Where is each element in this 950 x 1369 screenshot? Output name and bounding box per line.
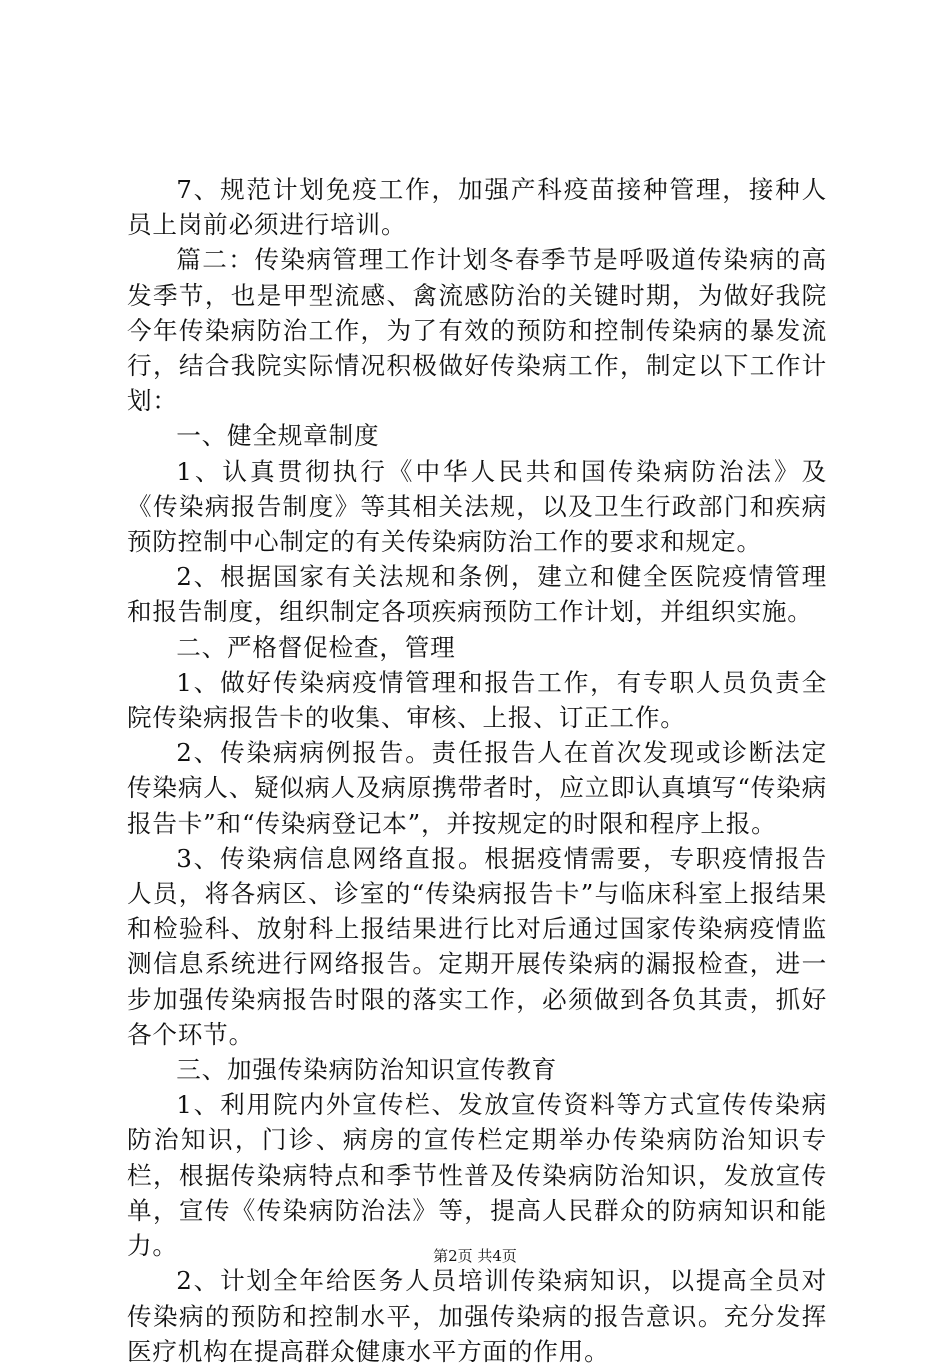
paragraph-supervision-3: 3、传染病信息网络直报。根据疫情需要，专职疫情报告人员，将各病区、诊室的“传染病报告卡”与临床科室上报结果和检验科、放射科上报结果进行比对后通过国家传染病疫情监测信息系统进行网络报告。定期开展传染病的漏报检查，进一步加强传染病报告时限的落实工作，必须做到各负其责，抓好各个环节。 bbox=[127, 843, 827, 1049]
paragraph-education-2: 2、计划全年给医务人员培训传染病知识，以提高全员对传染病的预防和控制水平，加强传染病的报告意识。充分发挥医疗机构在提高群众健康水平方面的作用。 bbox=[127, 1266, 827, 1366]
paragraph-plan-intro: 篇二：传染病管理工作计划冬春季节是呼吸道传染病的高发季节，也是甲型流感、禽流感防治的关键时期，为做好我院今年传染病防治工作，为了有效的预防和控制传染病的暴发流行，结合我院实际情况积极做好传染病工作，制定以下工作计划： bbox=[127, 245, 827, 416]
paragraph-supervision-1: 1、做好传染病疫情管理和报告工作，有专职人员负责全院传染病报告卡的收集、审核、上报、订正工作。 bbox=[127, 667, 827, 733]
page-number-footer: 第2页 共4页 bbox=[433, 1247, 517, 1265]
paragraph-supervision-2: 2、传染病病例报告。责任报告人在首次发现或诊断法定传染病人、疑似病人及病原携带者时，应立即认真填写“传染病报告卡”和“传染病登记本”，并按规定的时限和程序上报。 bbox=[127, 738, 827, 838]
document-body bbox=[127, 172, 827, 1369]
section-heading-rules: 一、健全规章制度 bbox=[176, 421, 380, 451]
paragraph-education-1: 1、利用院内外宣传栏、发放宣传资料等方式宣传传染病防治知识，门诊、病房的宣传栏定期举办传染病防治知识专栏，根据传染病特点和季节性普及传染病防治知识，发放宣传单，宣传《传染病防治法》等，提高人民群众的防病知识和能力。 bbox=[127, 1090, 827, 1261]
paragraph-immunization: 7、规范计划免疫工作，加强产科疫苗接种管理，接种人员上岗前必须进行培训。 bbox=[127, 175, 827, 240]
paragraph-rules-1: 1、认真贯彻执行《中华人民共和国传染病防治法》及《传染病报告制度》等其相关法规，以及卫生行政部门和疾病预防控制中心制定的有关传染病防治工作的要求和规定。 bbox=[127, 456, 827, 557]
section-heading-supervision: 二、严格督促检查，管理 bbox=[176, 632, 456, 662]
section-heading-education: 三、加强传染病防治知识宣传教育 bbox=[176, 1055, 558, 1085]
paragraph-rules-2: 2、根据国家有关法规和条例，建立和健全医院疫情管理和报告制度，组织制定各项疾病预防工作计划，并组织实施。 bbox=[127, 562, 827, 627]
